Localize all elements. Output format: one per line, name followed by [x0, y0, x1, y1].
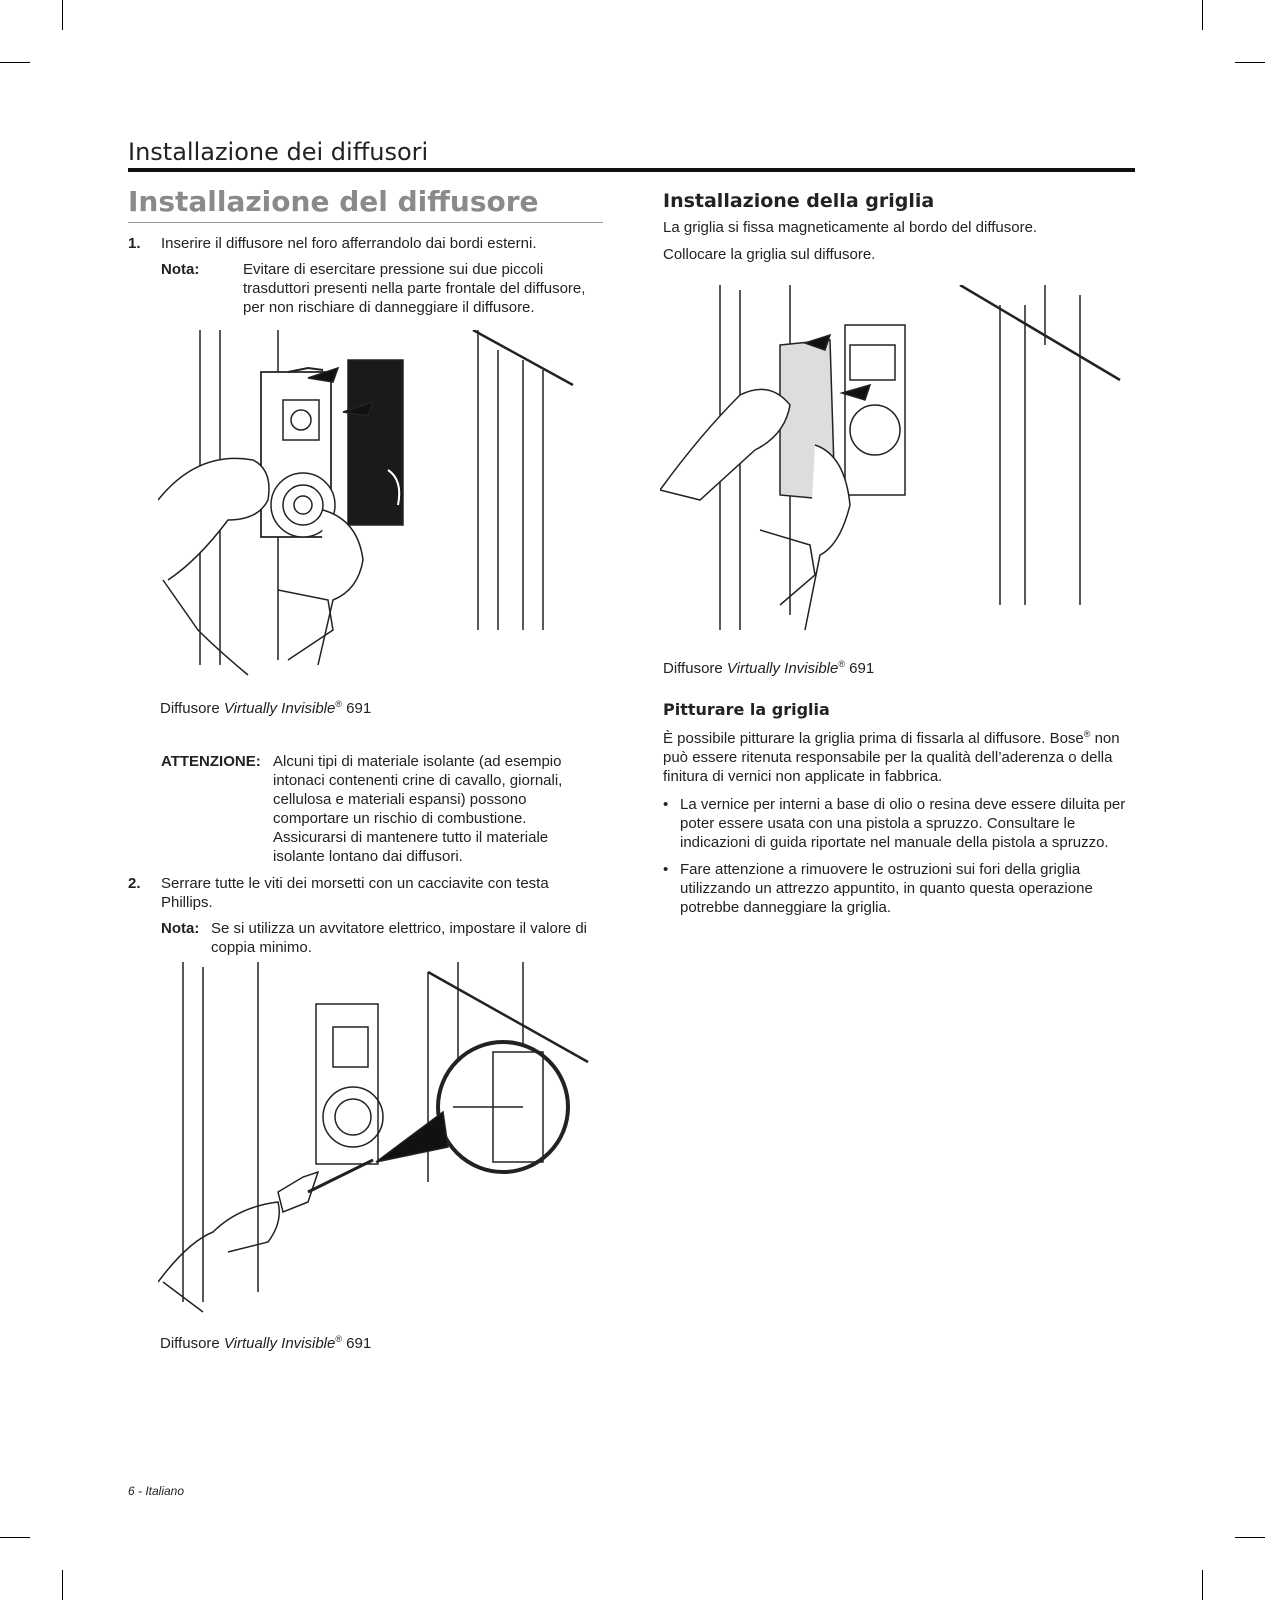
crop-mark — [62, 1570, 63, 1600]
left-column — [128, 185, 603, 317]
caption-suffix: 691 — [845, 660, 875, 677]
caption-product: Virtually Invisible — [223, 1335, 336, 1352]
list-item: • La vernice per interni a base di olio o resina deve essere diluita per poter essere usata con una pistola a spruzzo. Consultare le indicazioni di guida riportate nel manuale della pistola a spruzzo. — [663, 795, 1138, 852]
crop-mark — [1235, 1537, 1265, 1538]
step-2 — [128, 874, 603, 912]
crop-mark — [1235, 62, 1265, 63]
warning-text: Alcuni tipi di materiale isolante (ad esempio intonaci contenenti crine di cavallo, giornali, cellulosa e materiali espansi) possono comportare un rischio di combustione. Assicurarsi di mantenere tutto il materiale isolante lontano dai diffusori. — [273, 753, 563, 865]
registered-mark: ® — [1083, 729, 1091, 739]
crop-mark — [1202, 1570, 1203, 1600]
paint-heading: Pitturare la griglia — [663, 700, 830, 719]
warning-block — [161, 752, 603, 866]
screwdriver-illustration — [158, 962, 598, 1322]
note-label: Nota: — [161, 261, 200, 278]
step-number: 1. — [128, 235, 141, 252]
grille-placement-illustration — [660, 285, 1125, 645]
crop-mark — [1202, 0, 1203, 30]
caption-prefix: Diffusore — [160, 1335, 224, 1352]
left-column-lower — [128, 752, 603, 957]
paint-section — [663, 700, 1138, 925]
note-label: Nota: — [161, 920, 200, 937]
paragraph: Collocare la griglia sul diffusore. — [663, 246, 876, 263]
note-text: Evitare di esercitare pressione sui due piccoli trasduttori presenti nella parte frontale del diffusore, per non rischiare di danneggiare il diffusore. — [243, 261, 586, 316]
caption-prefix: Diffusore — [663, 660, 727, 677]
warning-label: ATTENZIONE: — [161, 753, 261, 770]
registered-mark: ® — [335, 699, 343, 709]
right-column — [663, 190, 1135, 264]
caption-prefix: Diffusore — [160, 700, 224, 717]
section-heading: Installazione del diffusore — [128, 185, 603, 223]
step-text: Serrare tutte le viti dei morsetti con un cacciavite con testa Phillips. — [161, 875, 549, 911]
figure-caption — [160, 1330, 371, 1353]
grille-heading: Installazione della griglia — [663, 190, 935, 212]
page-title: Installazione dei diffusori — [128, 138, 429, 166]
page-header — [128, 138, 1135, 172]
caption-suffix: 691 — [342, 1335, 372, 1352]
note-1 — [161, 260, 603, 317]
step-text: Inserire il diffusore nel foro afferrandolo dai bordi esterni. — [161, 235, 537, 252]
page-number: 6 - Italiano — [128, 1484, 185, 1498]
caption-product: Virtually Invisible — [223, 700, 336, 717]
note-2 — [161, 919, 603, 957]
crop-mark — [0, 1537, 30, 1538]
crop-mark — [62, 0, 63, 30]
speaker-insertion-illustration — [158, 330, 598, 680]
step-1 — [128, 234, 603, 253]
note-text: Se si utilizza un avvitatore elettrico, impostare il valore di coppia minimo. — [211, 920, 587, 956]
crop-mark — [0, 62, 30, 63]
registered-mark: ® — [335, 1334, 343, 1344]
caption-product: Virtually Invisible — [726, 660, 839, 677]
list-item: • Fare attenzione a rimuovere le ostruzioni sui fori della griglia utilizzando un attrezzo appuntito, in quanto questa operazione potrebbe danneggiare la griglia. — [663, 860, 1138, 917]
paragraph: La griglia si fissa magneticamente al bordo del diffusore. — [663, 219, 1038, 236]
figure-caption — [160, 695, 371, 718]
paint-paragraph — [663, 725, 1138, 786]
caption-suffix: 691 — [342, 700, 372, 717]
registered-mark: ® — [838, 659, 846, 669]
paint-bullets — [663, 795, 1138, 917]
step-number: 2. — [128, 875, 141, 892]
paint-text: non può essere ritenuta responsabile per la qualità dell’aderenza o della finitura di vernici non applicate in fabbrica. — [663, 730, 1120, 785]
figure-caption — [663, 655, 874, 678]
paint-text: È possibile pitturare la griglia prima di fissarla al diffusore. Bose — [663, 730, 1084, 747]
